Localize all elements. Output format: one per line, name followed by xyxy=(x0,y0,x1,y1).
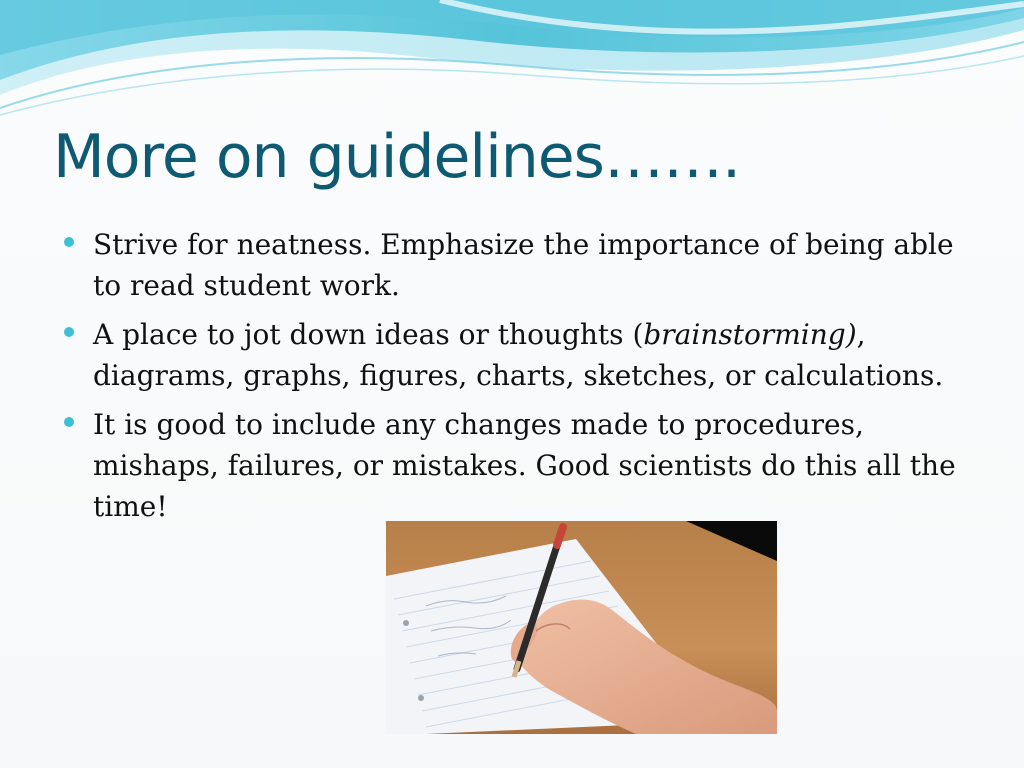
bullet-emphasis: brainstorming) xyxy=(643,318,857,351)
wave-header-decoration xyxy=(0,0,1024,120)
bullet-dot-icon xyxy=(64,237,74,247)
bullet-item-changes xyxy=(64,404,964,527)
bullet-dot-icon xyxy=(64,327,74,337)
bullet-item-neatness xyxy=(64,224,964,306)
hand-writing-pencil-icon xyxy=(386,521,777,734)
bullet-text-after: , diagrams, graphs, figures, charts, sketches, or calculations. xyxy=(93,318,944,392)
bullet-list xyxy=(64,224,964,535)
bullet-dot-icon xyxy=(64,417,74,427)
slide-title: More on guidelines……. xyxy=(53,122,741,192)
bullet-text: Strive for neatness. Emphasize the importance of being able to read student work. xyxy=(93,228,954,302)
bullet-text-before: A place to jot down ideas or thoughts ( xyxy=(93,318,644,351)
bullet-text: It is good to include any changes made to procedures, mishaps, failures, or mistakes. Good scientists do this all the time! xyxy=(93,408,956,523)
hand-writing-photo xyxy=(386,521,777,734)
bullet-item-brainstorming xyxy=(64,314,964,396)
